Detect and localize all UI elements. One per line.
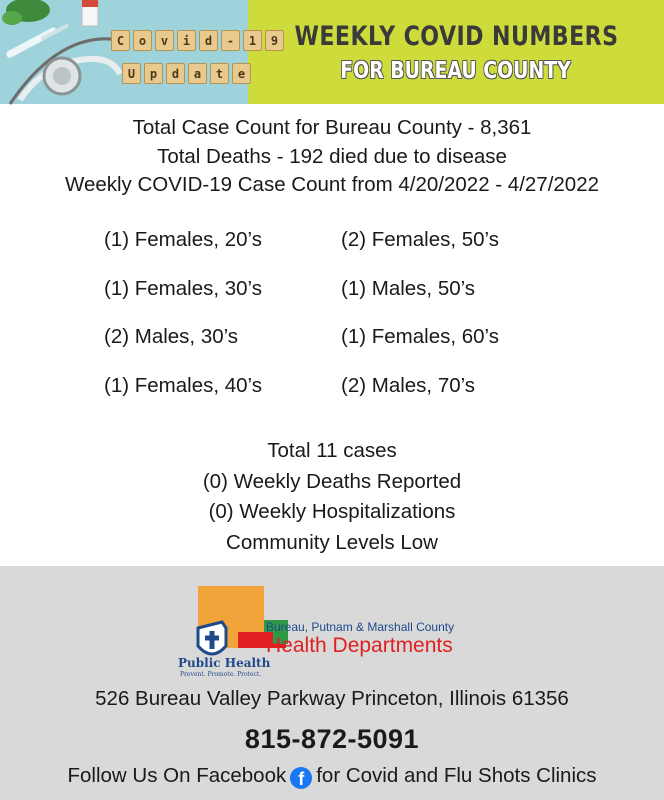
facebook-icon: f	[290, 767, 312, 789]
case-item: (1) Females, 20’s	[104, 228, 262, 251]
case-row	[104, 374, 584, 423]
health-department-logo	[178, 582, 498, 682]
stethoscope-illustration	[0, 0, 248, 104]
case-row	[104, 325, 584, 374]
weekly-date-range: Weekly COVID-19 Case Count from 4/20/2022 - 4/27/2022	[64, 173, 600, 196]
letter-block: i	[177, 30, 196, 51]
phone-number: 815-872-5091	[244, 724, 420, 754]
headline-subtitle: FOR BUREAU COUNTY	[340, 57, 572, 84]
case-breakdown-grid	[104, 228, 584, 422]
public-health-tagline: Prevent. Promote. Protect.	[180, 671, 262, 678]
case-row	[104, 228, 584, 277]
footer-section	[0, 566, 664, 800]
letter-block: d	[199, 30, 218, 51]
case-item: (2) Males, 30’s	[104, 325, 239, 348]
case-row	[104, 277, 584, 326]
totals-section	[0, 436, 664, 558]
letter-block: p	[144, 63, 163, 84]
public-health-title: Public Health	[178, 656, 271, 670]
weekly-hospitalizations: (0) Weekly Hospitalizations	[208, 500, 456, 523]
letter-block: 9	[265, 30, 284, 51]
letter-block: o	[133, 30, 152, 51]
total-deaths: Total Deaths - 192 died due to disease	[157, 144, 507, 168]
community-levels: Community Levels Low	[226, 530, 438, 554]
covid-19-blocks	[111, 30, 284, 51]
letter-block: C	[111, 30, 130, 51]
letter-block: d	[166, 63, 185, 84]
case-item: (1) Females, 60’s	[341, 325, 499, 348]
headline-title: WEEKLY COVID NUMBERS	[294, 20, 618, 52]
header-banner	[0, 0, 664, 104]
letter-block: U	[122, 63, 141, 84]
case-item: (1) Males, 50’s	[341, 276, 476, 300]
facebook-follow-line	[0, 764, 664, 789]
letter-block: v	[155, 30, 174, 51]
case-item: (1) Females, 30’s	[104, 276, 262, 300]
case-item: (2) Females, 50’s	[341, 228, 499, 251]
medical-photo	[0, 0, 279, 104]
follow-text-after: for Covid and Flu Shots Clinics	[316, 764, 597, 787]
follow-text-before: Follow Us On Facebook	[67, 764, 287, 787]
update-blocks	[122, 63, 251, 84]
summary-section	[0, 114, 664, 200]
letter-block: 1	[243, 30, 262, 51]
case-item: (1) Females, 40’s	[104, 373, 262, 397]
letter-block: t	[210, 63, 229, 84]
org-name-line1: Bureau, Putnam & Marshall County	[266, 620, 455, 634]
letter-block: a	[188, 63, 207, 84]
org-name-line2: Health Departments	[266, 634, 453, 657]
address: 526 Bureau Valley Parkway Princeton, Illinois 61356	[95, 687, 569, 710]
letter-block: -	[221, 30, 240, 51]
total-case-count: Total Case Count for Bureau County - 8,361	[132, 116, 532, 139]
title-banner	[248, 0, 664, 104]
letter-block: e	[232, 63, 251, 84]
weekly-deaths: (0) Weekly Deaths Reported	[202, 469, 462, 493]
case-item: (2) Males, 70’s	[341, 373, 476, 397]
total-weekly-cases: Total 11 cases	[267, 439, 397, 462]
